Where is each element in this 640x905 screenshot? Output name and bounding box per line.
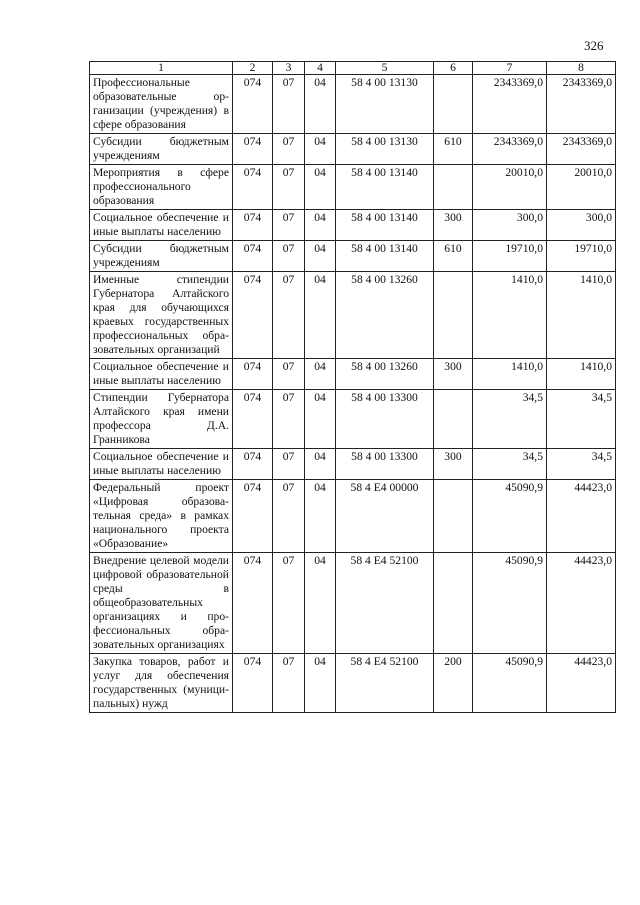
subsection-code-cell: 04 [305,480,336,553]
amount-year2-cell: 44423,0 [547,480,616,553]
table-row [90,134,616,165]
section-code-cell: 07 [273,480,305,553]
amount-year2-cell: 1410,0 [547,272,616,359]
subsection-code-cell: 04 [305,272,336,359]
expense-type-cell [434,165,473,210]
row-name-cell: Федеральный проект «Цифровая образовательная среда» в рамках национального проекта «Образование» [90,480,233,553]
column-header: 1 [90,62,233,75]
amount-year2-cell: 44423,0 [547,553,616,654]
table-row [90,241,616,272]
amount-year2-cell: 300,0 [547,210,616,241]
table-row [90,390,616,449]
target-item-cell: 58 4 00 13300 [336,390,434,449]
amount-year2-cell: 19710,0 [547,241,616,272]
amount-year2-cell: 34,5 [547,390,616,449]
target-item-cell: 58 4 E4 52100 [336,654,434,713]
expense-type-cell: 300 [434,359,473,390]
page-number: 326 [584,38,604,53]
row-name-cell: Профессиональные образовательные организации (учреждения) в сфере образования [90,75,233,134]
table-row [90,165,616,210]
subsection-code-cell: 04 [305,553,336,654]
subsection-code-cell: 04 [305,359,336,390]
amount-year1-cell: 34,5 [473,449,547,480]
admin-code-cell: 074 [233,480,273,553]
target-item-cell: 58 4 00 13140 [336,210,434,241]
table-row [90,553,616,654]
subsection-code-cell: 04 [305,210,336,241]
amount-year1-cell: 1410,0 [473,272,547,359]
amount-year1-cell: 20010,0 [473,165,547,210]
expense-type-cell [434,480,473,553]
admin-code-cell: 074 [233,654,273,713]
amount-year1-cell: 2343369,0 [473,134,547,165]
column-header: 8 [547,62,616,75]
row-name-cell: Мероприятия в сфере профессионального образования [90,165,233,210]
target-item-cell: 58 4 E4 00000 [336,480,434,553]
amount-year2-cell: 20010,0 [547,165,616,210]
amount-year1-cell: 45090,9 [473,654,547,713]
table-row [90,480,616,553]
section-code-cell: 07 [273,553,305,654]
column-header: 7 [473,62,547,75]
amount-year1-cell: 45090,9 [473,553,547,654]
column-header: 4 [305,62,336,75]
amount-year2-cell: 34,5 [547,449,616,480]
header-row [90,62,616,75]
section-code-cell: 07 [273,75,305,134]
subsection-code-cell: 04 [305,654,336,713]
section-code-cell: 07 [273,210,305,241]
amount-year1-cell: 2343369,0 [473,75,547,134]
amount-year2-cell: 2343369,0 [547,75,616,134]
admin-code-cell: 074 [233,390,273,449]
target-item-cell: 58 4 00 13260 [336,272,434,359]
admin-code-cell: 074 [233,75,273,134]
row-name-cell: Субсидии бюджетным учреждениям [90,134,233,165]
row-name-cell: Социальное обеспечение и иные выплаты населению [90,449,233,480]
row-name-cell: Субсидии бюджетным учреждениям [90,241,233,272]
table-row [90,449,616,480]
section-code-cell: 07 [273,390,305,449]
amount-year1-cell: 1410,0 [473,359,547,390]
expense-type-cell [434,553,473,654]
admin-code-cell: 074 [233,241,273,272]
subsection-code-cell: 04 [305,449,336,480]
subsection-code-cell: 04 [305,390,336,449]
expense-type-cell: 300 [434,210,473,241]
row-name-cell: Внедрение целевой модели цифровой образовательной среды в общеобразовательных организациях и профессиональных образовательных организациях [90,553,233,654]
section-code-cell: 07 [273,359,305,390]
target-item-cell: 58 4 00 13260 [336,359,434,390]
table-row [90,75,616,134]
amount-year2-cell: 2343369,0 [547,134,616,165]
table-row [90,654,616,713]
subsection-code-cell: 04 [305,134,336,165]
table-row [90,210,616,241]
section-code-cell: 07 [273,449,305,480]
target-item-cell: 58 4 00 13130 [336,75,434,134]
section-code-cell: 07 [273,241,305,272]
admin-code-cell: 074 [233,165,273,210]
row-name-cell: Социальное обеспечение и иные выплаты населению [90,359,233,390]
admin-code-cell: 074 [233,449,273,480]
expense-type-cell: 610 [434,241,473,272]
amount-year1-cell: 34,5 [473,390,547,449]
row-name-cell: Стипендии Губернатора Алтайского края имени профессора Д.А. Гранникова [90,390,233,449]
target-item-cell: 58 4 00 13140 [336,241,434,272]
expense-type-cell: 300 [434,449,473,480]
column-header: 2 [233,62,273,75]
subsection-code-cell: 04 [305,241,336,272]
amount-year1-cell: 300,0 [473,210,547,241]
subsection-code-cell: 04 [305,165,336,210]
column-header: 6 [434,62,473,75]
column-header: 5 [336,62,434,75]
expense-type-cell: 610 [434,134,473,165]
section-code-cell: 07 [273,654,305,713]
row-name-cell: Именные стипендии Губернатора Алтайского края для обучающихся краевых государственных профессиональных образовательных организаций [90,272,233,359]
section-code-cell: 07 [273,165,305,210]
expense-type-cell [434,390,473,449]
table-body [90,75,616,713]
expense-type-cell: 200 [434,654,473,713]
column-header: 3 [273,62,305,75]
amount-year1-cell: 45090,9 [473,480,547,553]
subsection-code-cell: 04 [305,75,336,134]
admin-code-cell: 074 [233,553,273,654]
target-item-cell: 58 4 00 13130 [336,134,434,165]
row-name-cell: Закупка товаров, работ и услуг для обеспечения государственных (муниципальных) нужд [90,654,233,713]
admin-code-cell: 074 [233,272,273,359]
target-item-cell: 58 4 00 13140 [336,165,434,210]
admin-code-cell: 074 [233,359,273,390]
table-row [90,272,616,359]
expense-type-cell [434,272,473,359]
section-code-cell: 07 [273,272,305,359]
section-code-cell: 07 [273,134,305,165]
table-row [90,359,616,390]
amount-year2-cell: 1410,0 [547,359,616,390]
budget-table [89,61,616,713]
target-item-cell: 58 4 E4 52100 [336,553,434,654]
amount-year2-cell: 44423,0 [547,654,616,713]
admin-code-cell: 074 [233,210,273,241]
admin-code-cell: 074 [233,134,273,165]
amount-year1-cell: 19710,0 [473,241,547,272]
row-name-cell: Социальное обеспечение и иные выплаты населению [90,210,233,241]
target-item-cell: 58 4 00 13300 [336,449,434,480]
expense-type-cell [434,75,473,134]
